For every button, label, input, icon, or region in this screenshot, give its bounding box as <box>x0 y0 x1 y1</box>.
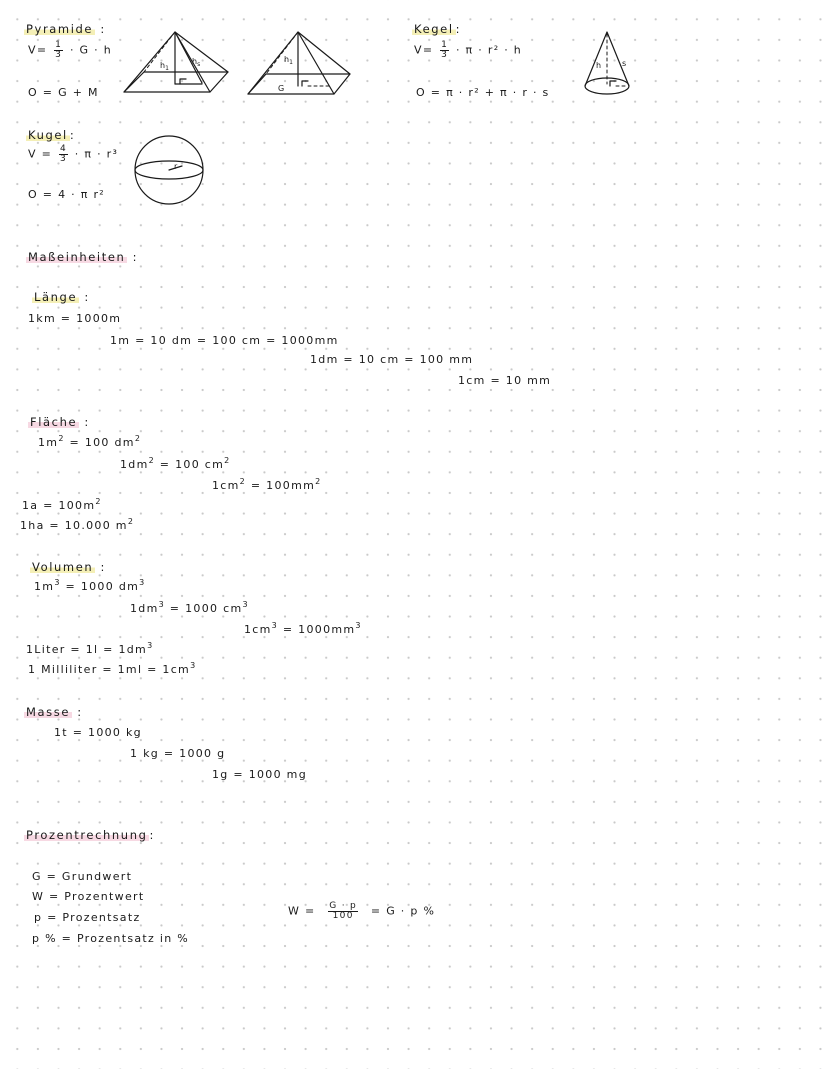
prozent-w-suffix: = G · p % <box>370 904 436 918</box>
masse-row-2: 1 kg = 1000 g <box>130 747 226 760</box>
kugel-volume-formula <box>28 145 118 164</box>
laenge-row-4: 1cm = 10 mm <box>458 374 552 387</box>
pyramid1-hs-label: $h_s$ <box>192 57 201 68</box>
laenge-row-2: 1m = 10 dm = 100 cm = 1000mm <box>110 334 339 347</box>
kegel-heading: Kegel : <box>414 22 462 36</box>
prozent-def-3: p = Prozentsatz <box>34 911 141 924</box>
kegel-title: Kegel <box>414 22 454 36</box>
kugel-surface-formula: O = 4 · π r² <box>28 188 106 201</box>
prozent-w-formula <box>288 902 435 921</box>
pyramide-v-fraction <box>54 41 63 60</box>
pyramide-title: Pyramide <box>26 22 94 36</box>
kegel-v-fraction <box>440 41 449 60</box>
pyramide-v-num: 1 <box>55 40 63 50</box>
flaeche-row-4: $1a = 100m^2$ <box>22 497 102 512</box>
pyramide-heading: Pyramide : <box>26 22 106 36</box>
kegel-volume-formula <box>414 41 522 60</box>
kegel-v-suffix: · π · r² · h <box>455 43 523 57</box>
pyramide-v-prefix: V= <box>28 43 48 57</box>
masse-row-3: 1g = 1000 mg <box>212 768 307 781</box>
volumen-milliliter: 1 Milliliter = $1ml = 1cm^3$ <box>28 661 197 676</box>
volumen-heading: Volumen : <box>32 560 106 574</box>
masse-row-1: 1t = 1000 kg <box>54 726 142 739</box>
kegel-surface-formula: O = π · r² + π · r · s <box>416 86 550 99</box>
pyramide-v-suffix: · G · h <box>69 43 113 57</box>
pyramid1-h-label: $h_1$ <box>160 61 169 72</box>
prozent-def-1: G = Grundwert <box>32 870 133 883</box>
masse-title: Masse <box>26 705 71 719</box>
pyramid2-h-label: $h_1$ <box>284 55 293 66</box>
prozent-w-den: 100 <box>332 911 354 921</box>
flaeche-title: Fläche <box>30 415 78 429</box>
prozent-title: Prozentrechnung <box>26 828 148 842</box>
pyramid2-g-label: G <box>278 84 285 93</box>
volumen-row-2: $1dm^3 = 1000$ $cm^3$ <box>130 600 249 615</box>
kugel-v-num: 4 <box>59 144 67 154</box>
prozent-def-2: W = Prozentwert <box>32 890 145 903</box>
flaeche-heading: Fläche : <box>30 415 90 429</box>
volumen-row-1: $1m^3 = 1000$ $dm^3$ <box>34 578 146 593</box>
volumen-title: Volumen <box>32 560 94 574</box>
laenge-heading: Länge : <box>34 290 90 304</box>
kugel-v-den: 3 <box>59 154 67 164</box>
prozent-w-fraction <box>328 902 358 921</box>
sphere-r-label: r <box>174 162 178 171</box>
flaeche-row-1: $1m^2 = 100$ $dm^2$ <box>38 434 142 449</box>
cone-h-label: h <box>596 61 602 70</box>
kugel-v-suffix: · π · r³ <box>74 147 119 161</box>
prozent-heading: Prozentrechnung : <box>26 828 155 842</box>
kegel-v-den: 3 <box>441 50 449 60</box>
prozent-def-4: p % = Prozentsatz in % <box>32 932 190 945</box>
cone-s-label: s <box>622 59 627 68</box>
kugel-v-prefix: V = <box>28 147 53 161</box>
prozent-w-prefix: W = <box>288 904 316 918</box>
kugel-heading: Kugel : <box>28 128 76 142</box>
laenge-row-1: 1km = 1000m <box>28 312 122 325</box>
flaeche-row-3: $1cm^2 = 100mm^2$ <box>212 477 322 492</box>
volumen-liter: 1Liter = $1l = 1dm^3$ <box>26 641 154 656</box>
laenge-title: Länge <box>34 290 78 304</box>
kegel-v-num: 1 <box>441 40 449 50</box>
cone-figure <box>580 28 640 98</box>
pyramide-volume-formula <box>28 41 112 60</box>
pyramide-surface-formula: O = G + M <box>28 86 99 99</box>
masseinheiten-heading: Maßeinheiten : <box>28 250 139 264</box>
pyramide-v-den: 3 <box>55 50 63 60</box>
prozent-w-num: G · p <box>329 901 358 911</box>
laenge-row-3: 1dm = 10 cm = 100 mm <box>310 353 474 366</box>
masseinheiten-title: Maßeinheiten <box>28 250 126 264</box>
pyramid-figure-2 <box>244 28 354 98</box>
sphere-figure <box>132 135 208 207</box>
masse-heading: Masse : <box>26 705 83 719</box>
kugel-title: Kugel <box>28 128 68 142</box>
volumen-row-3: $1cm^3 = 1000mm^3$ <box>244 621 362 636</box>
flaeche-row-2: $1dm^2 = 100$ $cm^2$ <box>120 456 231 471</box>
flaeche-row-5: 1ha = 10.000 $m^2$ <box>20 517 135 532</box>
pyramid-figure-1 <box>120 28 230 98</box>
kugel-v-fraction <box>59 145 68 164</box>
kegel-v-prefix: V= <box>414 43 434 57</box>
